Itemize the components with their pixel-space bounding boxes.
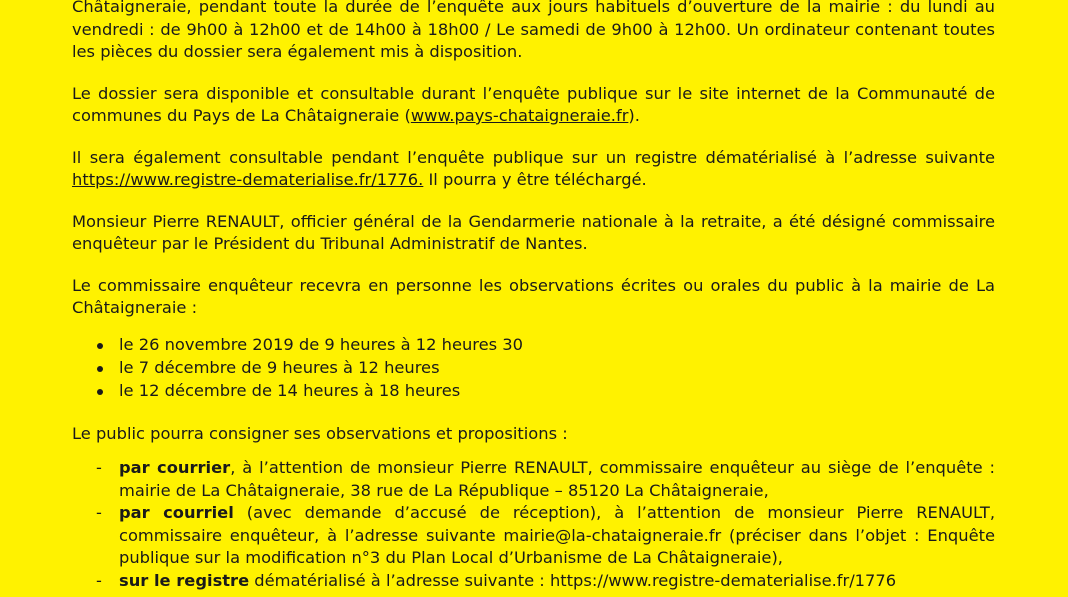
- channel-text: dématérialisé à l’adresse suivante : https://www.registre-dematerialise.fr/1776: [249, 570, 897, 590]
- paragraph-observations-intro: Le public pourra consigner ses observations et propositions :: [72, 423, 568, 443]
- channel-text: , à l’attention de monsieur Pierre RENAULT, commissaire enquêteur au siège de l’enquête : mairie de La Châtaigneraie, 38 rue de La République – 85120 La Châtaigneraie,: [119, 458, 995, 500]
- document-body: [72, 0, 995, 592]
- channel-label: par courriel: [119, 503, 234, 522]
- paragraph-registre-end: Il pourra y être téléchargé.: [423, 170, 647, 189]
- list-item: [72, 457, 995, 502]
- list-item: [72, 570, 995, 593]
- paragraph-permanences-intro: Le commissaire enquêteur recevra en personne les observations écrites ou orales du public à la mairie de La Châtaigneraie :: [72, 275, 995, 317]
- dash-marker: -: [96, 458, 102, 477]
- dash-marker: -: [96, 570, 102, 590]
- paragraph-website: [72, 83, 995, 128]
- paragraph-commissaire: Monsieur Pierre RENAULT, officier général de la Gendarmerie nationale à la retraite, a été désigné commissaire enquêteur par le Président du Tribunal Administratif de Nantes.: [72, 211, 995, 253]
- paragraph-website-end: ).: [628, 106, 640, 125]
- channel-label: par courrier: [119, 458, 231, 477]
- permanences-list: [72, 333, 995, 402]
- list-item: le 12 décembre de 14 heures à 18 heures: [72, 379, 995, 402]
- paragraph-consultation-mairie: Châtaigneraie, pendant toute la durée de l’enquête aux jours habituels d’ouverture de la mairie : du lundi au vendredi : de 9h00 à 12h00 et de 14h00 à 18h00 / Le samedi de 9h00 à 12h00. Un ordinateur contenant toutes les pièces du dossier sera également mis à disposition.: [72, 0, 995, 61]
- paragraph-registre-text: Il sera également consultable pendant l’enquête publique sur un registre dématérialisé à l’adresse suivante: [72, 147, 995, 167]
- website-link[interactable]: www.pays-chataigneraie.fr: [410, 106, 629, 125]
- channel-label: sur le registre: [119, 570, 250, 590]
- channel-text: (avec demande d’accusé de réception), à l’attention de monsieur Pierre RENAULT, commissaire enquêteur, à l’adresse suivante mairie@la-chataigneraie.fr (préciser dans l’objet : Enquête publique sur la modification n°3 du Plan Local d’Urbanisme de La Châtaigneraie),: [119, 503, 995, 567]
- list-item: le 7 décembre de 9 heures à 12 heures: [72, 356, 995, 379]
- paragraph-registre: [72, 147, 995, 192]
- channels-list: [72, 457, 995, 592]
- dash-marker: -: [96, 503, 102, 522]
- list-item: le 26 novembre 2019 de 9 heures à 12 heures 30: [72, 333, 995, 356]
- registre-link[interactable]: https://www.registre-dematerialise.fr/1776.: [72, 170, 424, 189]
- list-item: [72, 502, 995, 570]
- paragraph-website-text: Le dossier sera disponible et consultable durant l’enquête publique sur le site internet de la Communauté de communes du Pays de La Châtaigneraie (: [72, 83, 995, 125]
